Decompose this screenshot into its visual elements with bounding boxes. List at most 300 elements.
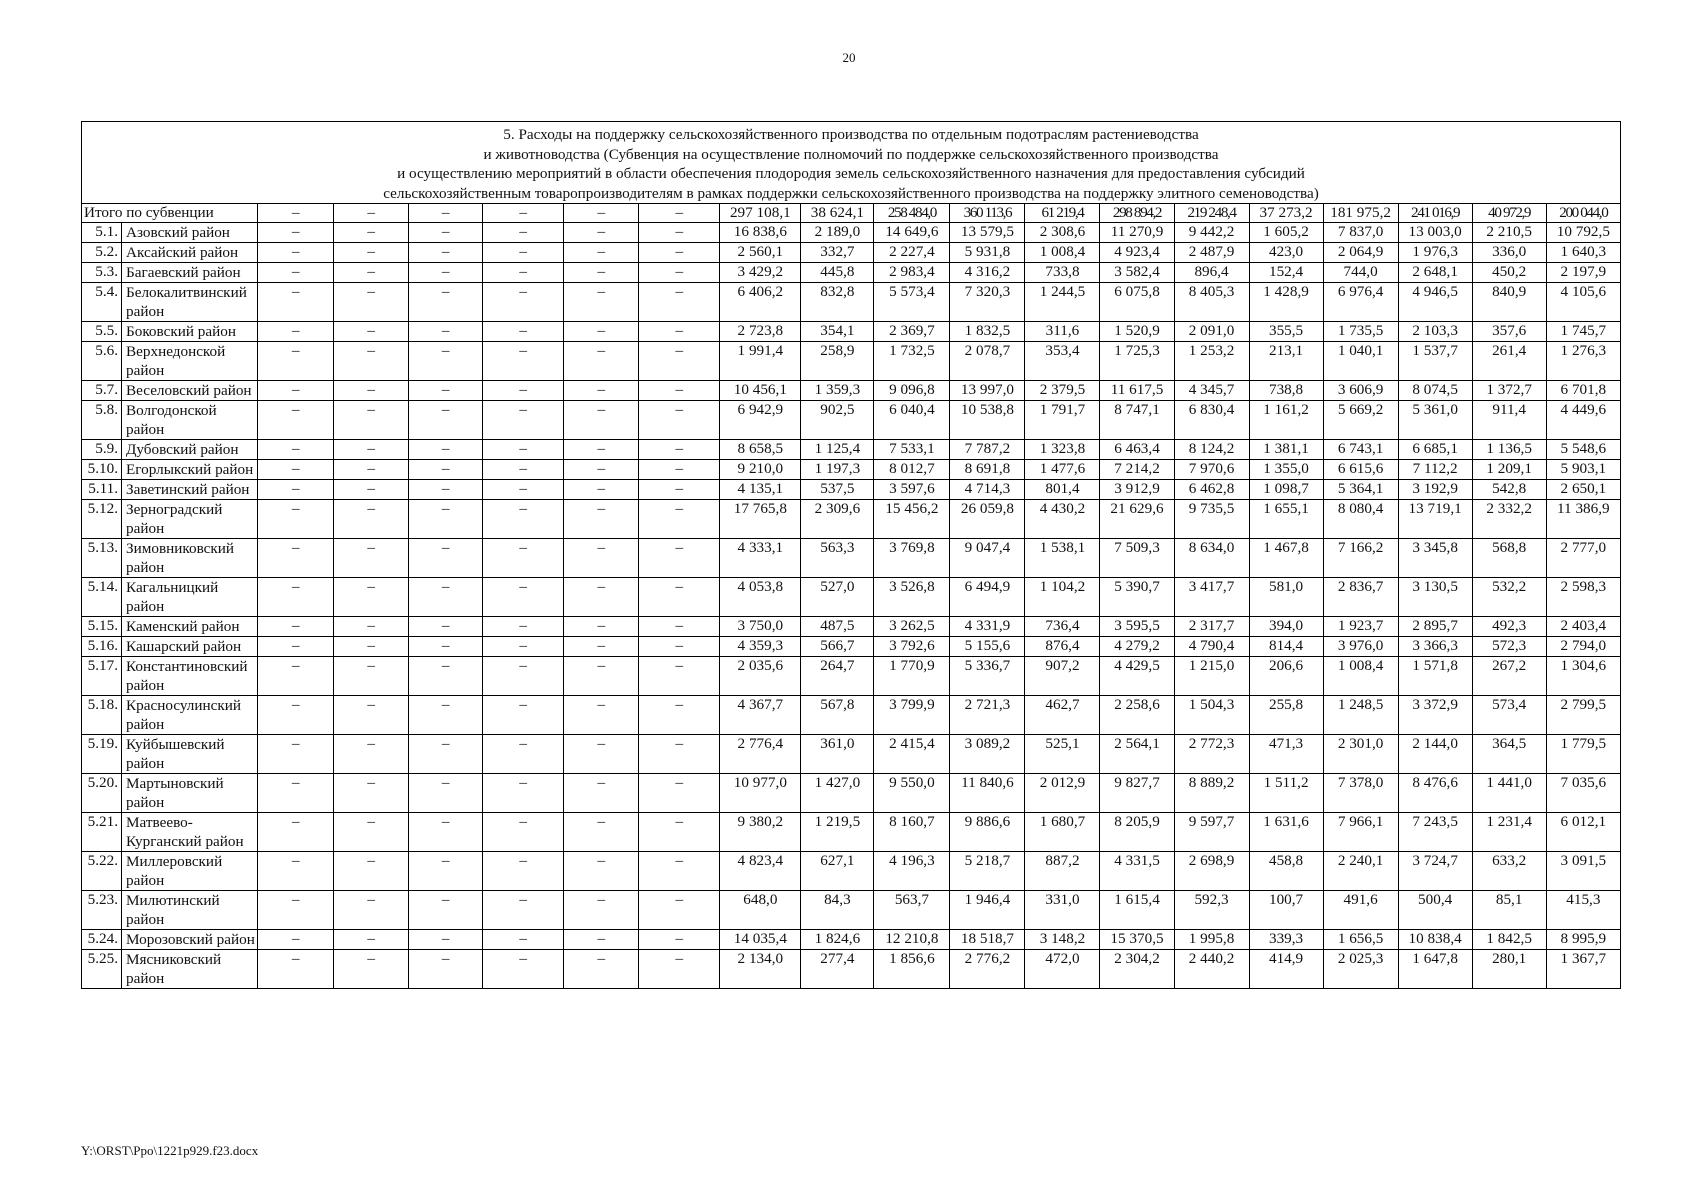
empty-dash-cell: – <box>334 930 409 950</box>
value-text: 7 320,3 <box>964 283 1011 300</box>
value-cell <box>1100 204 1174 223</box>
value-cell <box>1249 381 1323 401</box>
table-row <box>82 578 1621 617</box>
value-cell <box>1249 401 1323 440</box>
value-cell <box>950 852 1025 891</box>
value-text: 2 210,5 <box>1486 223 1532 240</box>
table-row <box>82 735 1621 774</box>
value-text: 627,1 <box>820 852 855 869</box>
empty-dash-cell: – <box>639 322 720 342</box>
value-cell <box>874 852 950 891</box>
value-cell <box>1546 263 1620 283</box>
value-text: 1 323,8 <box>1039 440 1086 457</box>
empty-dash-cell: – <box>409 322 483 342</box>
value-cell <box>1398 480 1472 500</box>
value-text: 572,3 <box>1492 637 1527 654</box>
empty-dash-cell: – <box>564 223 639 243</box>
empty-dash-cell: – <box>409 480 483 500</box>
value-text: 355,5 <box>1268 322 1304 339</box>
value-text: 876,4 <box>1045 637 1080 654</box>
value-text: 1 355,0 <box>1263 460 1309 477</box>
value-text: 4 430,2 <box>1039 500 1086 517</box>
value-text: 14 649,6 <box>885 223 939 240</box>
table-row <box>82 322 1621 342</box>
table-row <box>82 930 1621 950</box>
value-cell <box>1174 381 1249 401</box>
value-text: 1 136,5 <box>1486 440 1532 457</box>
value-text: 6 012,1 <box>1560 813 1607 830</box>
empty-dash-cell: – <box>334 460 409 480</box>
value-text: 6 701,8 <box>1560 381 1607 398</box>
value-text: 8 658,5 <box>737 440 784 457</box>
value-cell <box>720 735 801 774</box>
value-text: 297 108,1 <box>729 204 791 221</box>
value-text: 1 367,7 <box>1560 950 1607 967</box>
row-number: 5.1. <box>82 223 122 243</box>
value-text: 1 215,0 <box>1188 657 1235 674</box>
value-cell <box>1174 460 1249 480</box>
row-number: 5.23. <box>82 891 122 930</box>
value-cell <box>1174 930 1249 950</box>
value-cell <box>1546 223 1620 243</box>
value-cell <box>874 223 950 243</box>
value-text: 10 838,4 <box>1408 930 1462 947</box>
value-cell <box>1398 539 1472 578</box>
value-text: 4 429,5 <box>1114 657 1160 674</box>
value-text: 5 336,7 <box>964 657 1011 674</box>
value-text: 2 197,9 <box>1560 263 1607 280</box>
empty-dash-cell: – <box>334 381 409 401</box>
value-cell <box>1323 930 1398 950</box>
empty-dash-cell: – <box>639 735 720 774</box>
district-name: Матвеево-Курганский район <box>122 813 258 852</box>
value-text: 573,4 <box>1492 696 1527 713</box>
value-cell <box>874 774 950 813</box>
value-text: 21 629,6 <box>1110 500 1164 517</box>
value-cell <box>950 243 1025 263</box>
value-text: 3 724,7 <box>1412 852 1458 869</box>
value-text: 5 573,4 <box>889 283 935 300</box>
value-cell <box>720 950 801 989</box>
value-cell <box>801 891 874 930</box>
value-cell <box>1174 852 1249 891</box>
value-text: 1 923,7 <box>1337 617 1384 634</box>
value-cell <box>1472 460 1546 480</box>
value-cell <box>1025 342 1100 381</box>
value-text: 1 304,6 <box>1560 657 1607 674</box>
empty-dash-cell: – <box>639 243 720 263</box>
value-cell <box>1472 891 1546 930</box>
value-text: 3 091,5 <box>1560 852 1607 869</box>
value-cell <box>1249 852 1323 891</box>
value-cell <box>1249 617 1323 637</box>
value-text: 8 012,7 <box>889 460 935 477</box>
row-number: 5.25. <box>82 950 122 989</box>
caption-line: 5. Расходы на поддержку сельскохозяйственного производства по отдельным подотраслям растениеводства <box>503 126 1199 143</box>
value-cell <box>950 735 1025 774</box>
value-text: 3 089,2 <box>964 735 1011 752</box>
value-cell <box>950 283 1025 322</box>
empty-dash-cell: – <box>334 204 409 223</box>
empty-dash-cell: – <box>409 263 483 283</box>
empty-dash-cell: – <box>639 813 720 852</box>
value-cell <box>801 381 874 401</box>
value-cell <box>1249 637 1323 657</box>
value-cell <box>1398 342 1472 381</box>
value-cell <box>950 578 1025 617</box>
district-name: Зерноградский район <box>122 500 258 539</box>
value-cell <box>1174 735 1249 774</box>
value-text: 7 533,1 <box>889 440 935 457</box>
value-cell <box>801 735 874 774</box>
value-text: 4 359,3 <box>737 637 784 654</box>
value-cell <box>1025 657 1100 696</box>
value-cell <box>950 263 1025 283</box>
district-name: Зимовниковский район <box>122 539 258 578</box>
empty-dash-cell: – <box>334 696 409 735</box>
value-text: 264,7 <box>820 657 855 674</box>
value-text: 4 316,2 <box>964 263 1011 280</box>
empty-dash-cell: – <box>639 852 720 891</box>
district-name: Куйбышевский район <box>122 735 258 774</box>
value-text: 2 258,6 <box>1114 696 1160 713</box>
value-text: 2 698,9 <box>1188 852 1235 869</box>
value-cell <box>1025 578 1100 617</box>
value-cell <box>801 617 874 637</box>
value-text: 2 836,7 <box>1337 578 1384 595</box>
value-cell <box>950 381 1025 401</box>
value-text: 4 333,1 <box>737 539 784 556</box>
empty-dash-cell: – <box>334 578 409 617</box>
value-cell <box>1249 774 1323 813</box>
table-row <box>82 263 1621 283</box>
value-cell <box>1174 480 1249 500</box>
value-text: 907,2 <box>1045 657 1080 674</box>
value-text: 5 548,6 <box>1560 440 1607 457</box>
empty-dash-cell: – <box>639 342 720 381</box>
value-text: 1 467,8 <box>1263 539 1309 556</box>
value-cell <box>1174 342 1249 381</box>
empty-dash-cell: – <box>564 460 639 480</box>
value-text: 361,0 <box>820 735 855 752</box>
value-text: 6 685,1 <box>1412 440 1458 457</box>
value-cell <box>720 460 801 480</box>
value-text: 5 361,0 <box>1412 401 1458 418</box>
value-cell <box>1546 637 1620 657</box>
value-cell <box>1323 774 1398 813</box>
value-text: 4 823,4 <box>737 852 784 869</box>
value-text: 6 040,4 <box>889 401 935 418</box>
value-text: 7 787,2 <box>964 440 1011 457</box>
value-cell <box>801 283 874 322</box>
empty-dash-cell: – <box>258 381 334 401</box>
empty-dash-cell: – <box>483 617 564 637</box>
value-text: 339,3 <box>1268 930 1304 947</box>
value-cell <box>1025 891 1100 930</box>
value-text: 6 976,4 <box>1337 283 1384 300</box>
value-text: 9 096,8 <box>889 381 935 398</box>
empty-dash-cell: – <box>258 774 334 813</box>
value-text: 2 379,5 <box>1039 381 1086 398</box>
value-cell <box>720 283 801 322</box>
row-number: 5.15. <box>82 617 122 637</box>
value-cell <box>720 263 801 283</box>
value-text: 1 745,7 <box>1560 322 1607 339</box>
value-cell <box>1025 480 1100 500</box>
value-cell <box>950 617 1025 637</box>
value-text: 3 976,0 <box>1337 637 1384 654</box>
value-cell <box>1472 243 1546 263</box>
value-cell <box>1100 500 1174 539</box>
value-text: 331,0 <box>1045 891 1080 908</box>
value-cell <box>1398 322 1472 342</box>
value-cell <box>1025 243 1100 263</box>
empty-dash-cell: – <box>639 480 720 500</box>
value-text: 462,7 <box>1045 696 1080 713</box>
value-text: 2 598,3 <box>1560 578 1607 595</box>
empty-dash-cell: – <box>483 696 564 735</box>
empty-dash-cell: – <box>334 891 409 930</box>
value-cell <box>1100 381 1174 401</box>
value-text: 7 509,3 <box>1114 539 1160 556</box>
value-text: 1 219,5 <box>814 813 861 830</box>
value-cell <box>1323 460 1398 480</box>
value-cell <box>1174 891 1249 930</box>
value-cell <box>1100 342 1174 381</box>
empty-dash-cell: – <box>258 657 334 696</box>
empty-dash-cell: – <box>639 696 720 735</box>
empty-dash-cell: – <box>483 950 564 989</box>
value-text: 255,8 <box>1268 696 1304 713</box>
value-text: 9 380,2 <box>737 813 784 830</box>
value-text: 1 725,3 <box>1114 342 1160 359</box>
district-name: Белокалитвинский район <box>122 283 258 322</box>
value-cell <box>720 774 801 813</box>
value-text: 736,4 <box>1045 617 1080 634</box>
district-name: Красносулинский район <box>122 696 258 735</box>
value-cell <box>1025 852 1100 891</box>
value-cell <box>1398 813 1472 852</box>
empty-dash-cell: – <box>334 774 409 813</box>
value-text: 3 345,8 <box>1412 539 1458 556</box>
empty-dash-cell: – <box>409 401 483 440</box>
value-cell <box>1025 401 1100 440</box>
value-text: 2 240,1 <box>1337 852 1384 869</box>
empty-dash-cell: – <box>258 480 334 500</box>
empty-dash-cell: – <box>639 283 720 322</box>
value-text: 61 219,4 <box>1041 204 1084 221</box>
value-text: 8 634,0 <box>1188 539 1235 556</box>
district-name: Каменский район <box>122 617 258 637</box>
value-text: 311,6 <box>1045 322 1080 339</box>
table-row <box>82 223 1621 243</box>
row-number: 5.4. <box>82 283 122 322</box>
value-cell <box>1546 480 1620 500</box>
value-cell <box>950 637 1025 657</box>
value-text: 3 595,5 <box>1114 617 1160 634</box>
value-cell <box>1546 891 1620 930</box>
value-cell <box>1174 440 1249 460</box>
empty-dash-cell: – <box>409 440 483 460</box>
value-text: 152,4 <box>1268 263 1304 280</box>
table-row <box>82 950 1621 989</box>
value-text: 9 735,5 <box>1188 500 1235 517</box>
empty-dash-cell: – <box>483 578 564 617</box>
empty-dash-cell: – <box>258 401 334 440</box>
value-cell <box>950 813 1025 852</box>
value-cell <box>1546 460 1620 480</box>
value-cell <box>1100 263 1174 283</box>
row-number: 5.22. <box>82 852 122 891</box>
total-row <box>82 204 1621 223</box>
value-cell <box>720 322 801 342</box>
empty-dash-cell: – <box>564 735 639 774</box>
value-text: 5 364,1 <box>1337 480 1384 497</box>
value-cell <box>874 263 950 283</box>
value-cell <box>1100 243 1174 263</box>
value-text: 1 631,6 <box>1263 813 1309 830</box>
empty-dash-cell: – <box>334 283 409 322</box>
value-cell <box>1546 774 1620 813</box>
value-cell <box>1323 617 1398 637</box>
empty-dash-cell: – <box>483 852 564 891</box>
value-cell <box>874 460 950 480</box>
value-cell <box>1100 930 1174 950</box>
value-text: 353,4 <box>1045 342 1080 359</box>
value-cell <box>1472 578 1546 617</box>
value-cell <box>1174 696 1249 735</box>
value-cell <box>1323 813 1398 852</box>
value-cell <box>874 539 950 578</box>
value-cell <box>1249 342 1323 381</box>
value-cell <box>1025 204 1100 223</box>
empty-dash-cell: – <box>258 950 334 989</box>
value-cell <box>1100 223 1174 243</box>
value-text: 13 579,5 <box>960 223 1015 240</box>
value-cell <box>1472 637 1546 657</box>
caption-line: и животноводства (Субвенция на осуществление полномочий по поддержке сельскохозяйственного производства <box>483 145 1219 163</box>
row-number: 5.24. <box>82 930 122 950</box>
value-text: 14 035,4 <box>733 930 787 947</box>
caption-line: сельскохозяйственным товаропроизводителям в рамках поддержки сельскохозяйственного производства на поддержку элитного семеноводства) <box>383 184 1319 202</box>
value-text: 200 044,0 <box>1559 204 1608 221</box>
value-text: 298 894,2 <box>1112 204 1162 221</box>
value-text: 5 390,7 <box>1114 578 1160 595</box>
value-text: 592,3 <box>1194 891 1229 908</box>
page-number: 20 <box>842 50 856 65</box>
value-cell <box>720 813 801 852</box>
value-text: 2 487,9 <box>1188 243 1235 260</box>
subsidy-table-wrap <box>81 121 1621 989</box>
subsidy-table <box>81 121 1621 989</box>
value-cell <box>1174 774 1249 813</box>
value-text: 332,7 <box>820 243 855 260</box>
value-text: 2 772,3 <box>1188 735 1235 752</box>
value-cell <box>801 223 874 243</box>
value-text: 1 842,5 <box>1486 930 1532 947</box>
value-text: 2 794,0 <box>1560 637 1607 654</box>
value-cell <box>874 500 950 539</box>
caption-row <box>82 122 1621 204</box>
empty-dash-cell: – <box>564 539 639 578</box>
value-cell <box>1546 696 1620 735</box>
value-cell <box>1323 381 1398 401</box>
value-cell <box>1323 735 1398 774</box>
value-cell <box>950 401 1025 440</box>
value-text: 9 550,0 <box>889 774 935 791</box>
empty-dash-cell: – <box>483 381 564 401</box>
value-cell <box>1546 852 1620 891</box>
value-text: 354,1 <box>820 322 855 339</box>
value-text: 3 912,9 <box>1114 480 1160 497</box>
value-text: 9 047,4 <box>964 539 1011 556</box>
value-text: 492,3 <box>1492 617 1527 634</box>
value-text: 487,5 <box>820 617 855 634</box>
empty-dash-cell: – <box>409 617 483 637</box>
value-text: 415,3 <box>1566 891 1601 908</box>
empty-dash-cell: – <box>483 500 564 539</box>
value-cell <box>720 617 801 637</box>
value-cell <box>950 950 1025 989</box>
value-text: 16 838,6 <box>733 223 787 240</box>
district-name: Егорлыкский район <box>122 460 258 480</box>
table-row <box>82 774 1621 813</box>
value-cell <box>1174 813 1249 852</box>
value-text: 2 025,3 <box>1337 950 1384 967</box>
value-text: 8 691,8 <box>964 460 1011 477</box>
value-cell <box>1025 223 1100 243</box>
value-text: 744,0 <box>1343 263 1378 280</box>
value-text: 13 003,0 <box>1408 223 1462 240</box>
value-text: 1 427,0 <box>814 774 861 791</box>
value-cell <box>1025 696 1100 735</box>
empty-dash-cell: – <box>639 381 720 401</box>
value-text: 1 605,2 <box>1263 223 1309 240</box>
value-text: 1 779,5 <box>1560 735 1607 752</box>
table-row <box>82 500 1621 539</box>
value-cell <box>874 891 950 930</box>
value-text: 3 769,8 <box>889 539 935 556</box>
empty-dash-cell: – <box>564 774 639 813</box>
empty-dash-cell: – <box>258 460 334 480</box>
empty-dash-cell: – <box>564 401 639 440</box>
value-cell <box>1398 500 1472 539</box>
value-text: 4 367,7 <box>737 696 784 713</box>
empty-dash-cell: – <box>639 930 720 950</box>
empty-dash-cell: – <box>639 617 720 637</box>
empty-dash-cell: – <box>409 342 483 381</box>
value-cell <box>1100 637 1174 657</box>
value-cell <box>1025 950 1100 989</box>
value-text: 8 405,3 <box>1188 283 1235 300</box>
value-text: 2 078,7 <box>964 342 1011 359</box>
value-cell <box>1546 322 1620 342</box>
value-text: 3 792,6 <box>889 637 935 654</box>
value-cell <box>801 500 874 539</box>
value-cell <box>1249 813 1323 852</box>
value-cell <box>1323 263 1398 283</box>
value-text: 4 196,3 <box>889 852 935 869</box>
value-cell <box>874 480 950 500</box>
value-cell <box>874 657 950 696</box>
value-cell <box>874 342 950 381</box>
value-text: 2 440,2 <box>1188 950 1235 967</box>
value-text: 9 442,2 <box>1188 223 1235 240</box>
value-text: 1 477,6 <box>1039 460 1086 477</box>
value-cell <box>1398 401 1472 440</box>
value-cell <box>1472 950 1546 989</box>
empty-dash-cell: – <box>483 637 564 657</box>
